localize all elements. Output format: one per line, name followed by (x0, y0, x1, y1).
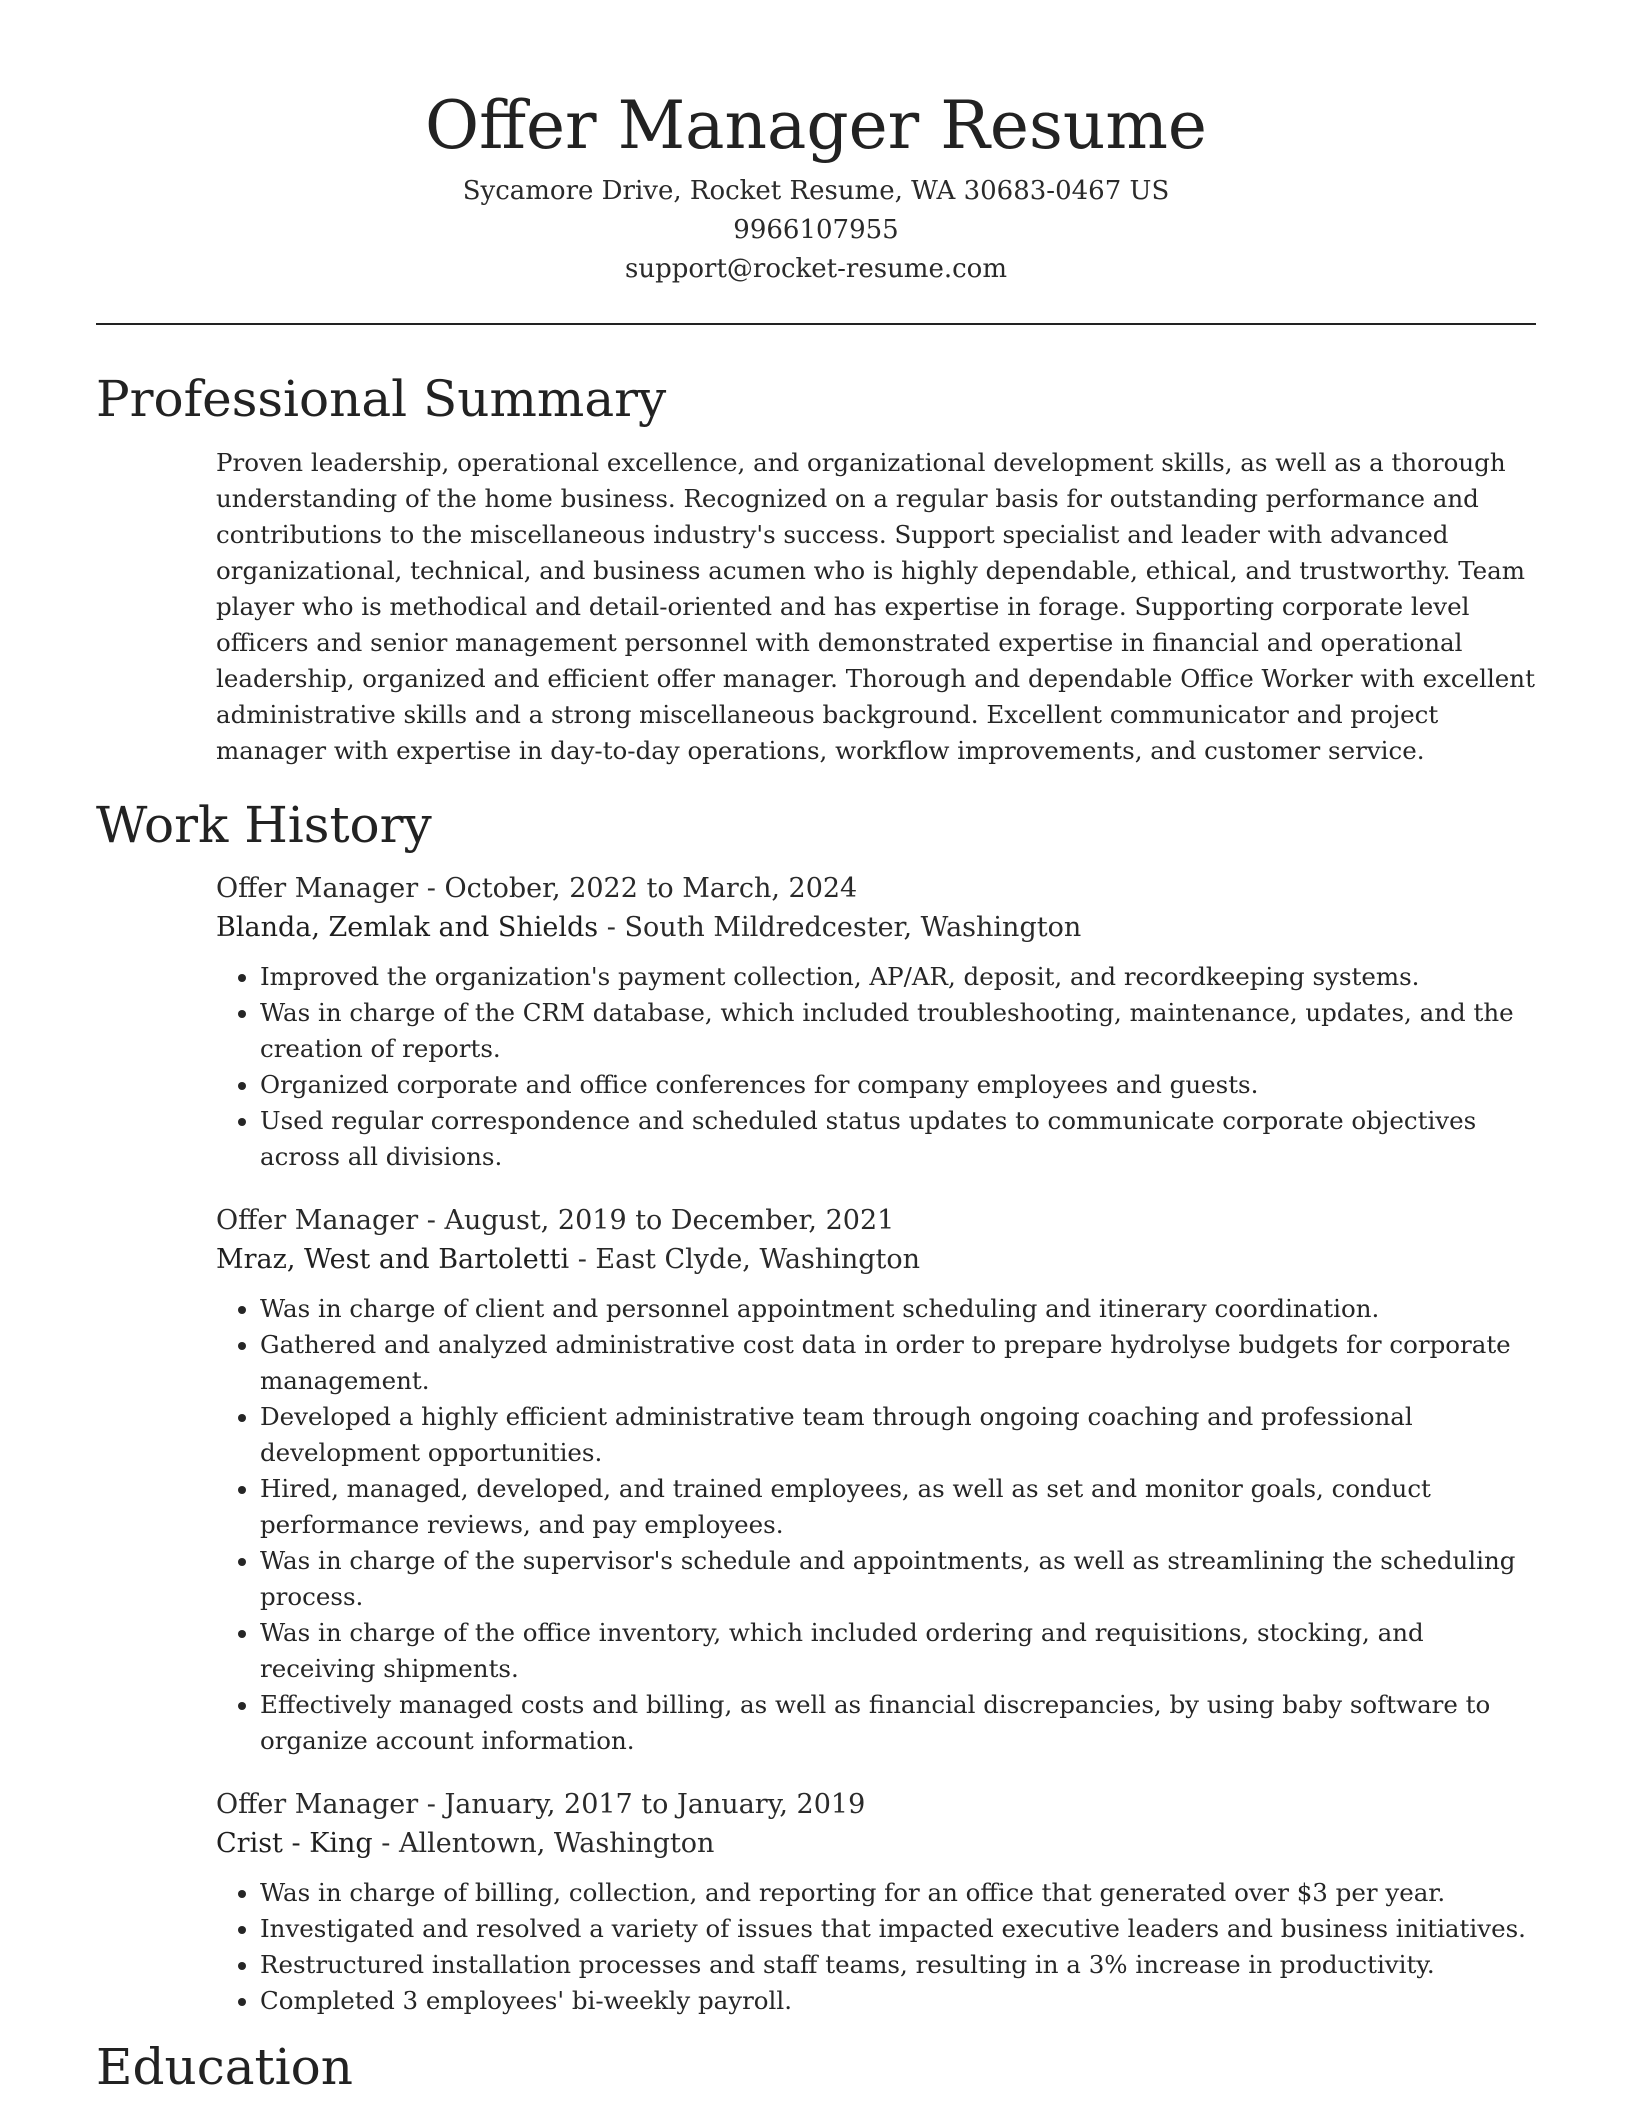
job-company: Mraz, West and Bartoletti (216, 1244, 570, 1275)
duty-item: • Organized corporate and office conferences for company employees and guests. (260, 1067, 1536, 1103)
job-title-line (216, 1201, 1536, 1240)
work-history-section (96, 795, 1536, 2019)
resume-header (96, 0, 1536, 289)
duty-item: • Developed a highly efficient administrative team through ongoing coaching and professional development opportunities. (260, 1399, 1536, 1471)
job-company-line (216, 908, 1536, 947)
duty-item: • Was in charge of billing, collection, and reporting for an office that generated over $3 per year. (260, 1875, 1536, 1911)
job-company: Blanda, Zemlak and Shields (216, 912, 599, 943)
summary-section (96, 369, 1536, 769)
duty-item: • Was in charge of client and personnel appointment scheduling and itinerary coordination. (260, 1291, 1536, 1327)
duty-item: • Was in charge of the CRM database, which included troubleshooting, maintenance, updates, and the creation of reports. (260, 995, 1536, 1067)
job-company-line (216, 1824, 1536, 1863)
duty-item: • Was in charge of the office inventory, which included ordering and requisitions, stocking, and receiving shipments. (260, 1615, 1536, 1687)
resume-page (96, 0, 1536, 2097)
contact-address: Sycamore Drive, Rocket Resume, WA 30683-0467 US (462, 176, 1170, 206)
duty-item: • Restructured installation processes and staff teams, resulting in a 3% increase in productivity. (260, 1947, 1536, 1983)
work-history-heading: Work History (96, 796, 432, 854)
education-section (96, 2037, 1536, 2097)
job-entry (216, 1201, 1536, 1759)
job-dates: - October, 2022 to March, 2024 (418, 873, 858, 904)
job-duties (216, 959, 1536, 1175)
duty-item: • Gathered and analyzed administrative cost data in order to prepare hydrolyse budgets for corporate management. (260, 1327, 1536, 1399)
summary-text: Proven leadership, operational excellence, and organizational development skills, as well as a thorough understanding of the home business. Recognized on a regular basis for outstanding performance and contributions to the miscellaneous industry's success. Support specialist and leader with advanced organizational, technical, and business acumen who is highly dependable, ethical, and trustworthy. Team player who is methodical and detail-oriented and has expertise in forage. Supporting corporate level officers and senior management personnel with demonstrated expertise in financial and operational leadership, organized and efficient offer manager. Thorough and dependable Office Worker with excellent administrative skills and a strong miscellaneous background. Excellent communicator and project manager with expertise in day-to-day operations, workflow improvements, and customer service. (216, 448, 1535, 765)
duty-item: • Investigated and resolved a variety of issues that impacted executive leaders and business initiatives. (260, 1911, 1536, 1947)
job-duties (216, 1291, 1536, 1759)
job-location: - South Mildredcester, Washington (598, 912, 1082, 943)
job-entry (216, 1785, 1536, 2019)
duty-item: • Completed 3 employees' bi-weekly payroll. (260, 1983, 1536, 2019)
job-dates: - August, 2019 to December, 2021 (418, 1205, 895, 1236)
job-dates: - January, 2017 to January, 2019 (418, 1789, 866, 1820)
job-company-line (216, 1240, 1536, 1279)
job-duties (216, 1875, 1536, 2019)
job-position: Offer Manager (216, 1789, 419, 1820)
header-divider (96, 323, 1536, 325)
duty-item: • Improved the organization's payment collection, AP/AR, deposit, and recordkeeping systems. (260, 959, 1536, 995)
job-title-line (216, 869, 1536, 908)
contact-phone: 9966107955 (733, 215, 899, 245)
job-location: - East Clyde, Washington (569, 1244, 921, 1275)
contact-email: support@rocket-resume.com (624, 254, 1007, 284)
job-entry (216, 869, 1536, 1175)
resume-title: Offer Manager Resume (425, 87, 1207, 164)
duty-item: • Used regular correspondence and scheduled status updates to communicate corporate objectives across all divisions. (260, 1103, 1536, 1175)
job-position: Offer Manager (216, 1205, 419, 1236)
duty-item: • Effectively managed costs and billing, as well as financial discrepancies, by using baby software to organize account information. (260, 1687, 1536, 1759)
job-company: Crist - King (216, 1828, 373, 1859)
duty-item: • Hired, managed, developed, and trained employees, as well as set and monitor goals, conduct performance reviews, and pay employees. (260, 1471, 1536, 1543)
summary-heading: Professional Summary (96, 370, 667, 428)
education-heading: Education (96, 2038, 353, 2096)
duty-item: • Was in charge of the supervisor's schedule and appointments, as well as streamlining the scheduling process. (260, 1543, 1536, 1615)
job-location: - Allentown, Washington (372, 1828, 715, 1859)
job-title-line (216, 1785, 1536, 1824)
job-position: Offer Manager (216, 873, 419, 904)
